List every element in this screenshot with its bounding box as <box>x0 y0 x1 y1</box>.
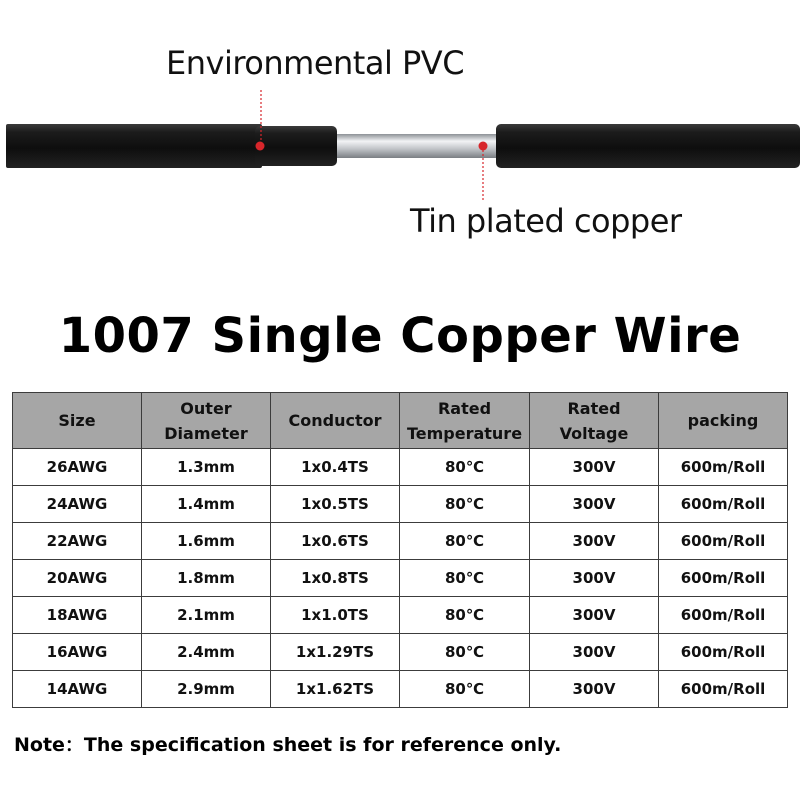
cell-rated-temperature: 80℃ <box>400 449 530 486</box>
table-row <box>13 486 788 523</box>
cell-packing: 600m/Roll <box>659 671 788 708</box>
pvc-marker-dot <box>256 142 265 151</box>
cell-size: 22AWG <box>13 523 142 560</box>
cell-size: 18AWG <box>13 597 142 634</box>
table-row <box>13 634 788 671</box>
cell-conductor: 1x0.6TS <box>271 523 400 560</box>
cell-rated-temperature: 80℃ <box>400 523 530 560</box>
table-row <box>13 449 788 486</box>
table-row <box>13 597 788 634</box>
pvc-insulation-right <box>496 124 800 168</box>
cell-conductor: 1x1.0TS <box>271 597 400 634</box>
cell-size: 20AWG <box>13 560 142 597</box>
cell-conductor: 1x0.8TS <box>271 560 400 597</box>
table-row <box>13 671 788 708</box>
table-row <box>13 560 788 597</box>
cell-packing: 600m/Roll <box>659 634 788 671</box>
cell-size: 24AWG <box>13 486 142 523</box>
cell-rated-temperature: 80℃ <box>400 486 530 523</box>
cell-packing: 600m/Roll <box>659 597 788 634</box>
reference-note: Note：The specification sheet is for reference only. <box>14 734 562 756</box>
table-row <box>13 523 788 560</box>
header-packing: packing <box>659 393 788 449</box>
cell-size: 16AWG <box>13 634 142 671</box>
header-rated-temperature: Rated Temperature <box>400 393 530 449</box>
cell-outer-diameter: 1.4mm <box>142 486 271 523</box>
cell-rated-voltage: 300V <box>530 449 659 486</box>
header-rated-voltage: Rated Voltage <box>530 393 659 449</box>
cell-outer-diameter: 1.3mm <box>142 449 271 486</box>
cell-size: 14AWG <box>13 671 142 708</box>
table-header-row <box>13 393 788 449</box>
cell-rated-temperature: 80℃ <box>400 671 530 708</box>
cell-rated-voltage: 300V <box>530 486 659 523</box>
cell-outer-diameter: 2.9mm <box>142 671 271 708</box>
cell-conductor: 1x0.4TS <box>271 449 400 486</box>
cell-conductor: 1x0.5TS <box>271 486 400 523</box>
callout-environmental-pvc: Environmental PVC <box>166 44 465 82</box>
header-conductor: Conductor <box>271 393 400 449</box>
header-size: Size <box>13 393 142 449</box>
cell-size: 26AWG <box>13 449 142 486</box>
cell-outer-diameter: 1.8mm <box>142 560 271 597</box>
cell-outer-diameter: 1.6mm <box>142 523 271 560</box>
specification-table <box>12 392 788 708</box>
cell-outer-diameter: 2.4mm <box>142 634 271 671</box>
pvc-insulation-left <box>6 124 262 168</box>
callout-tin-plated-copper: Tin plated copper <box>410 202 682 240</box>
cell-packing: 600m/Roll <box>659 449 788 486</box>
cell-rated-voltage: 300V <box>530 597 659 634</box>
cell-packing: 600m/Roll <box>659 523 788 560</box>
pvc-insulation-left-step <box>255 126 337 166</box>
cell-outer-diameter: 2.1mm <box>142 597 271 634</box>
cell-rated-temperature: 80℃ <box>400 597 530 634</box>
header-outer-diameter: Outer Diameter <box>142 393 271 449</box>
cell-rated-voltage: 300V <box>530 671 659 708</box>
cell-packing: 600m/Roll <box>659 486 788 523</box>
cell-rated-voltage: 300V <box>530 560 659 597</box>
cell-packing: 600m/Roll <box>659 560 788 597</box>
copper-marker-dot <box>479 142 488 151</box>
cell-rated-voltage: 300V <box>530 523 659 560</box>
cell-rated-voltage: 300V <box>530 634 659 671</box>
cell-rated-temperature: 80℃ <box>400 560 530 597</box>
cell-rated-temperature: 80℃ <box>400 634 530 671</box>
cell-conductor: 1x1.62TS <box>271 671 400 708</box>
cell-conductor: 1x1.29TS <box>271 634 400 671</box>
page-title: 1007 Single Copper Wire <box>58 308 742 364</box>
